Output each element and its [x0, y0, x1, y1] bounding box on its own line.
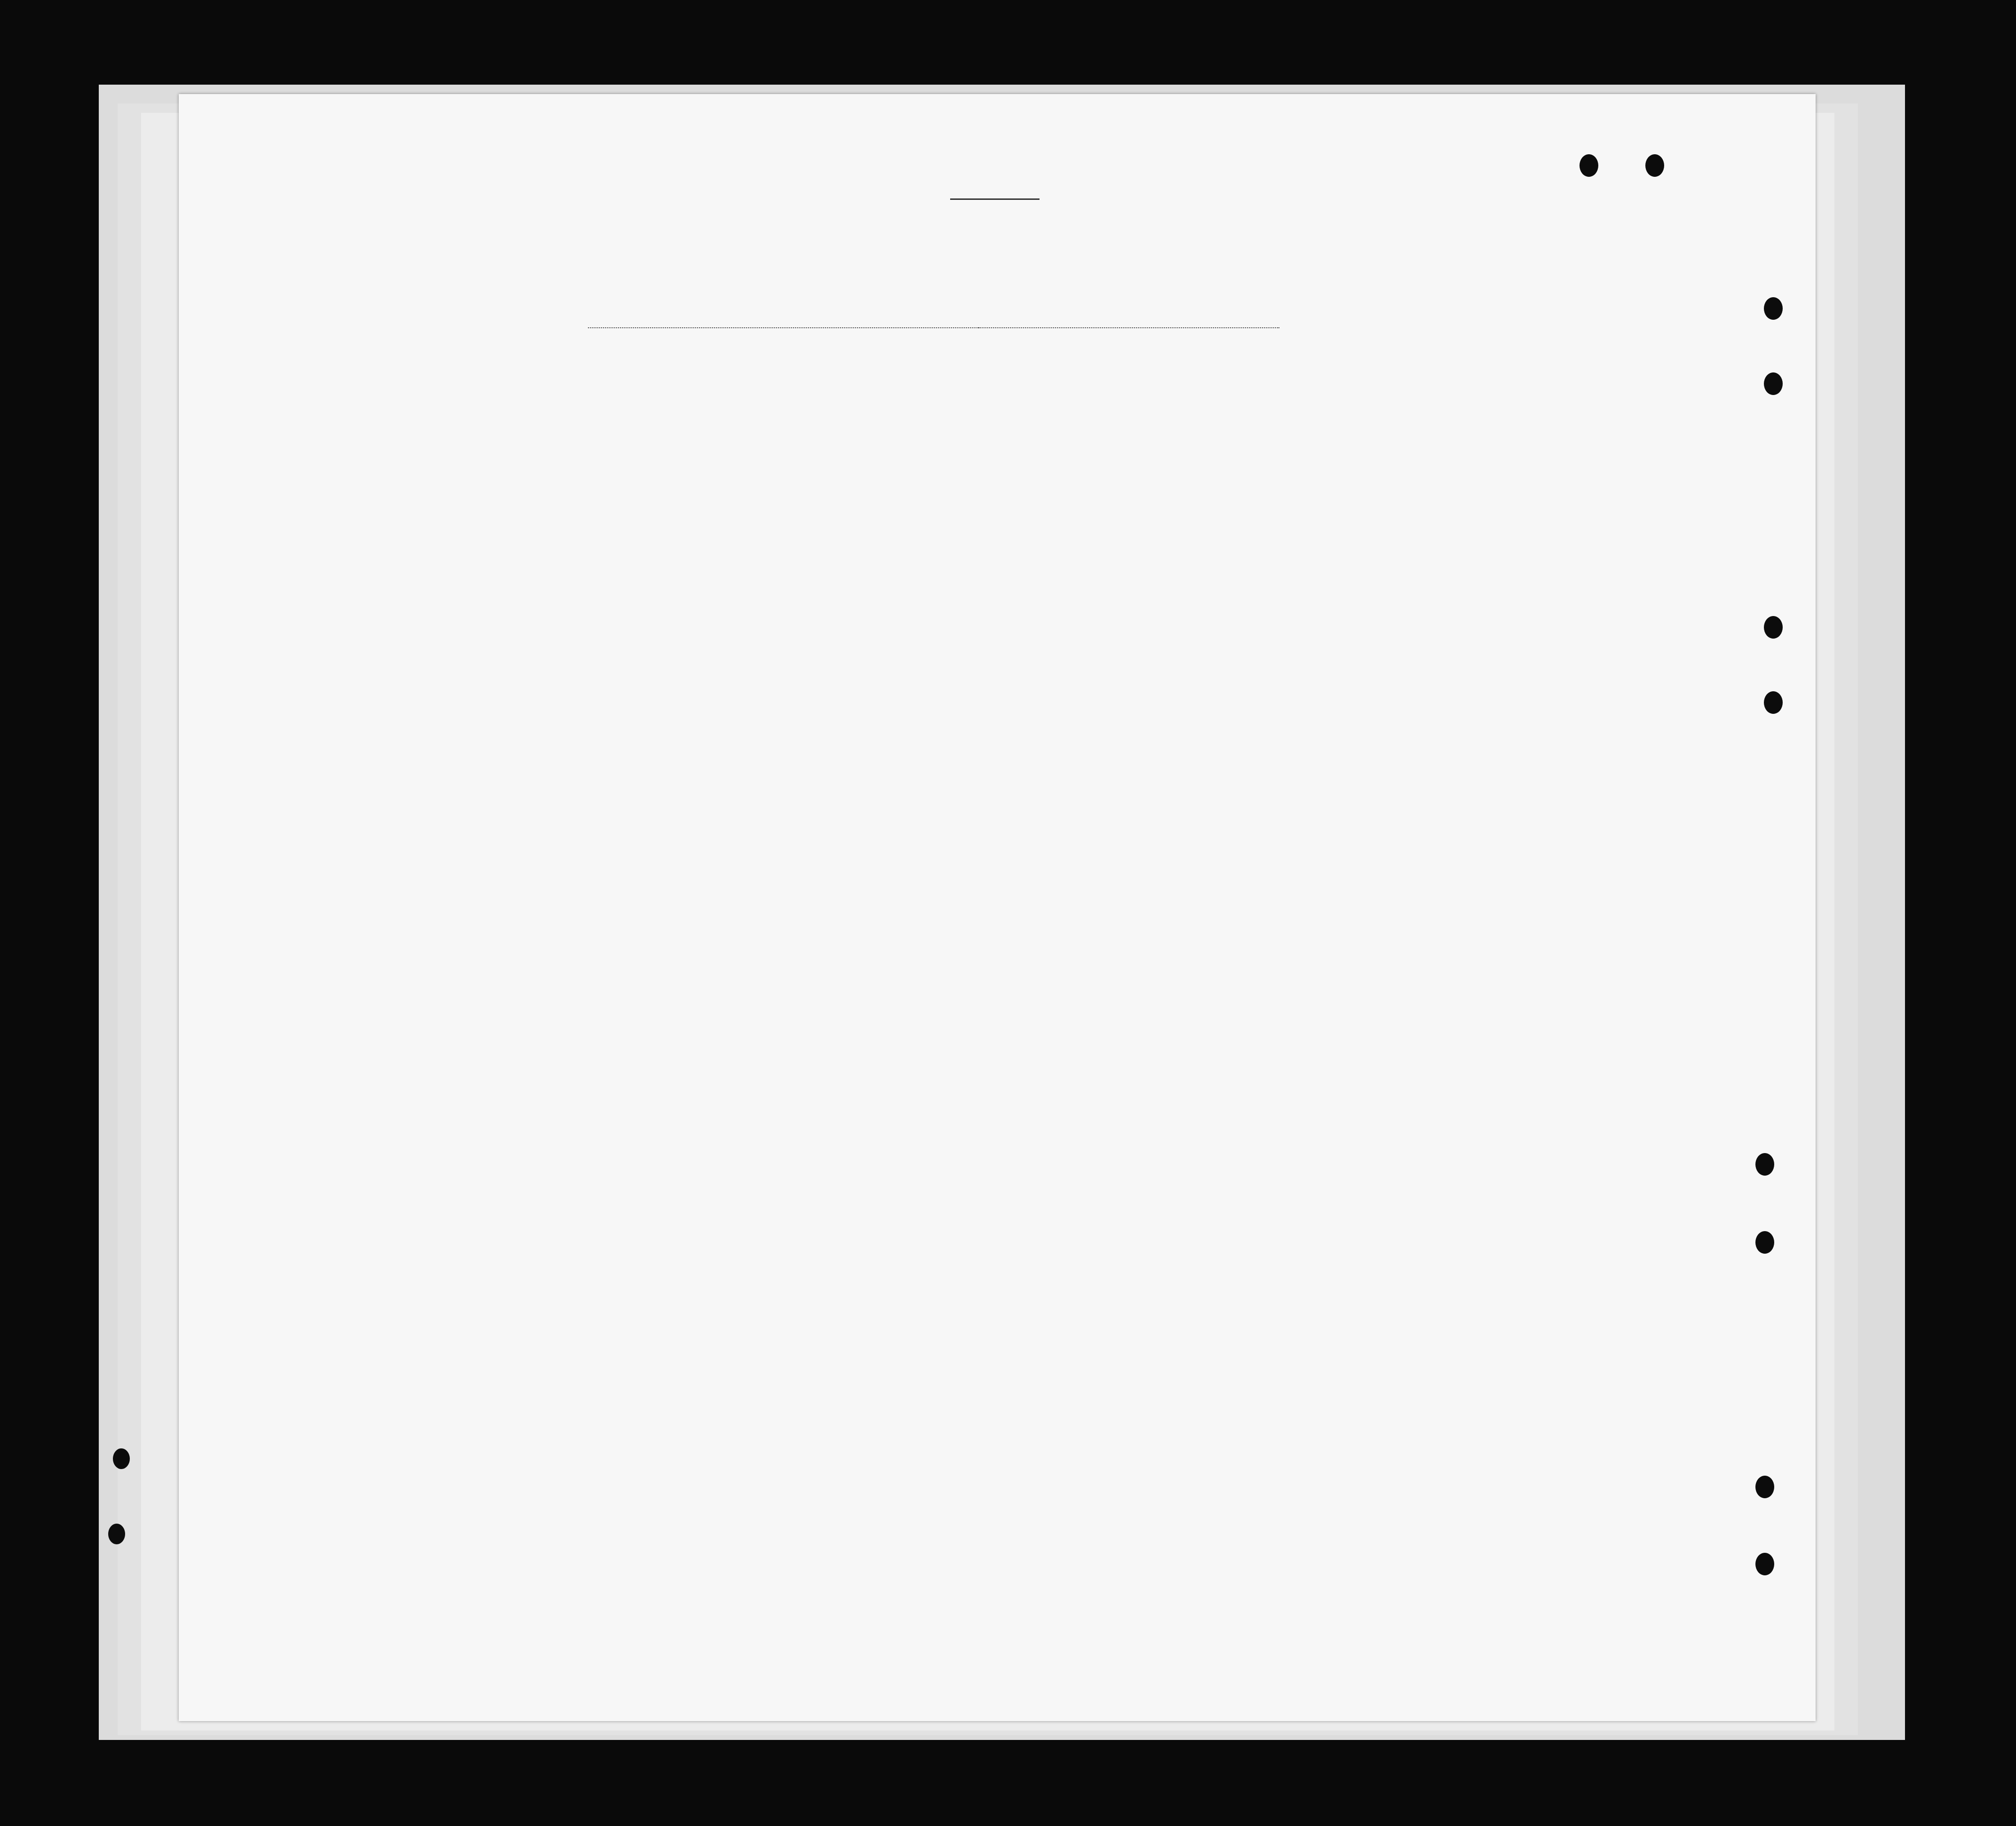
punch-hole [1755, 1231, 1774, 1254]
punch-hole [113, 1448, 130, 1469]
affidavit-name-line [588, 316, 1279, 332]
punch-hole [108, 1524, 125, 1544]
vessel-blank[interactable] [978, 327, 1279, 328]
punch-hole [1764, 691, 1783, 714]
punch-hole [1755, 1553, 1774, 1575]
title-rule [950, 198, 1040, 200]
punch-hole [1764, 616, 1783, 639]
punch-hole [1755, 1476, 1774, 1498]
punch-hole [1645, 154, 1664, 177]
form-page [179, 94, 1816, 1721]
punch-hole [1764, 297, 1783, 320]
punch-hole [1755, 1153, 1774, 1176]
punch-hole [1579, 154, 1598, 177]
name-blank[interactable] [588, 327, 978, 328]
punch-hole [1764, 372, 1783, 395]
